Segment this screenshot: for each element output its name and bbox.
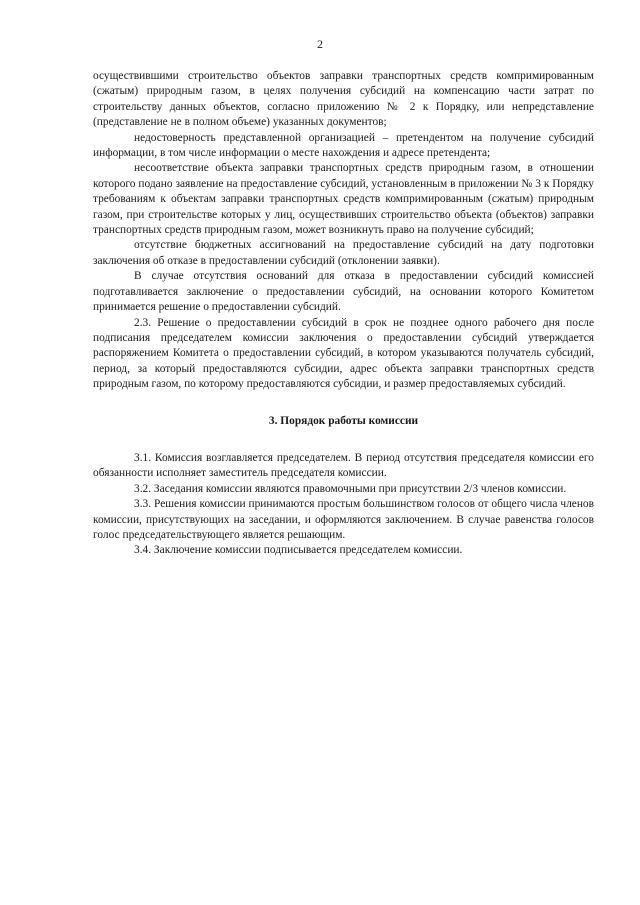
- paragraph: 2.3. Решение о предоставлении субсидий в срок не позднее одного рабочего дня после подписания председателем комиссии заключения о предоставлении субсидий утверждается распоряжением Комитета о предоставлении субсидий, в котором указываются получатель субсидий, период, за который предоставляются субсидии, адрес объекта заправки транспортных средств природным газом, по которому предоставляются субсидии, и размер предоставляемых субсидий.: [93, 316, 594, 391]
- paragraph: В случае отсутствия оснований для отказа в предоставлении субсидий комиссией подготавливается заключение о предоставлении субсидий, на основании которого Комитетом принимается решение о предоставлении субсидий.: [93, 270, 594, 314]
- document-body: [93, 69, 594, 559]
- paragraph: несоответствие объекта заправки транспортных средств природным газом, в отношении которого подано заявление на предоставление субсидий, установленным в приложении № 3 к Порядку требованиям к объектам заправки транспортных средств компримированным (сжатым) природным газом, при строительстве которых у лиц, осуществивших строительство объекта (объектов) заправки транспортных средств природным газом, может возникнуть право на получение субсидий;: [93, 162, 594, 237]
- paragraph: 3.1. Комиссия возглавляется председателем. В период отсутствия председателя комиссии его обязанности исполняет заместитель председателя комиссии.: [93, 451, 594, 480]
- paragraph: 3.3. Решения комиссии принимаются простым большинством голосов от общего числа членов комиссии, присутствующих на заседании, и оформляются заключением. В случае равенства голосов голос председательствующего является решающим.: [93, 498, 594, 541]
- section-heading: 3. Порядок работы комиссии: [268, 414, 419, 427]
- paragraph: отсутствие бюджетных ассигнований на предоставление субсидий на дату подготовки заключения об отказе в предоставлении субсидий (отклонении заявки).: [93, 239, 594, 267]
- paragraph: осуществившими строительство объектов заправки транспортных средств компримированным (сжатым) природным газом, в целях получения субсидий на компенсацию части затрат по строительству данных объектов, согласно приложению № 2 к Порядку, или непредставление (представление не в полном объеме) указанных документов;: [93, 70, 594, 129]
- paragraph: недостоверность представленной организацией – претендентом на получение субсидий информации, в том числе информации о месте нахождения и адресе претендента;: [93, 131, 594, 160]
- page-number: 2: [317, 37, 323, 51]
- paragraph: 3.2. Заседания комиссии являются правомочными при присутствии 2/3 членов комиссии.: [134, 482, 567, 495]
- paragraph: 3.4. Заключение комиссии подписывается председателем комиссии.: [134, 544, 463, 557]
